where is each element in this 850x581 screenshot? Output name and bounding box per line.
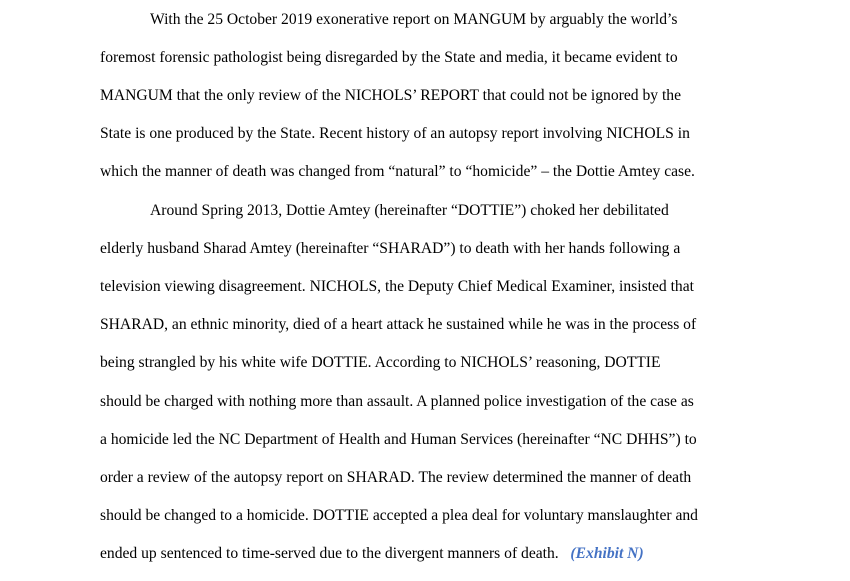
paragraph-line: foremost forensic pathologist being disregarded by the State and media, it became evident to (100, 49, 678, 66)
paragraph-line: which the manner of death was changed from “natural” to “homicide” – the Dottie Amtey case. (100, 163, 695, 180)
paragraph-line: order a review of the autopsy report on SHARAD. The review determined the manner of death (100, 469, 692, 486)
paragraph-line: Around Spring 2013, Dottie Amtey (hereinafter “DOTTIE”) choked her debilitated (150, 202, 669, 219)
paragraph-line: should be changed to a homicide. DOTTIE accepted a plea deal for voluntary manslaughter and (100, 507, 698, 524)
paragraph-line-text: ended up sentenced to time-served due to the divergent manners of death. (100, 545, 559, 562)
paragraph-line: SHARAD, an ethnic minority, died of a heart attack he sustained while he was in the process of (100, 316, 697, 333)
paragraph-line: a homicide led the NC Department of Health and Human Services (hereinafter “NC DHHS”) to (100, 431, 697, 448)
exhibit-n-reference[interactable]: (Exhibit N) (570, 545, 644, 562)
paragraph-line: MANGUM that the only review of the NICHOLS’ REPORT that could not be ignored by the (100, 87, 682, 104)
paragraph-line: television viewing disagreement. NICHOLS, the Deputy Chief Medical Examiner, insisted that (100, 278, 694, 295)
paragraph-line: being strangled by his white wife DOTTIE. According to NICHOLS’ reasoning, DOTTIE (100, 354, 661, 371)
paragraph-last-line (100, 544, 644, 564)
paragraph-line: With the 25 October 2019 exonerative report on MANGUM by arguably the world’s (150, 11, 678, 28)
paragraph-line: State is one produced by the State. Recent history of an autopsy report involving NICHOLS in (100, 125, 690, 142)
paragraph-line: elderly husband Sharad Amtey (hereinafter “SHARAD”) to death with her hands following a (100, 240, 681, 257)
paragraph-line: should be charged with nothing more than assault. A planned police investigation of the case as (100, 393, 694, 410)
